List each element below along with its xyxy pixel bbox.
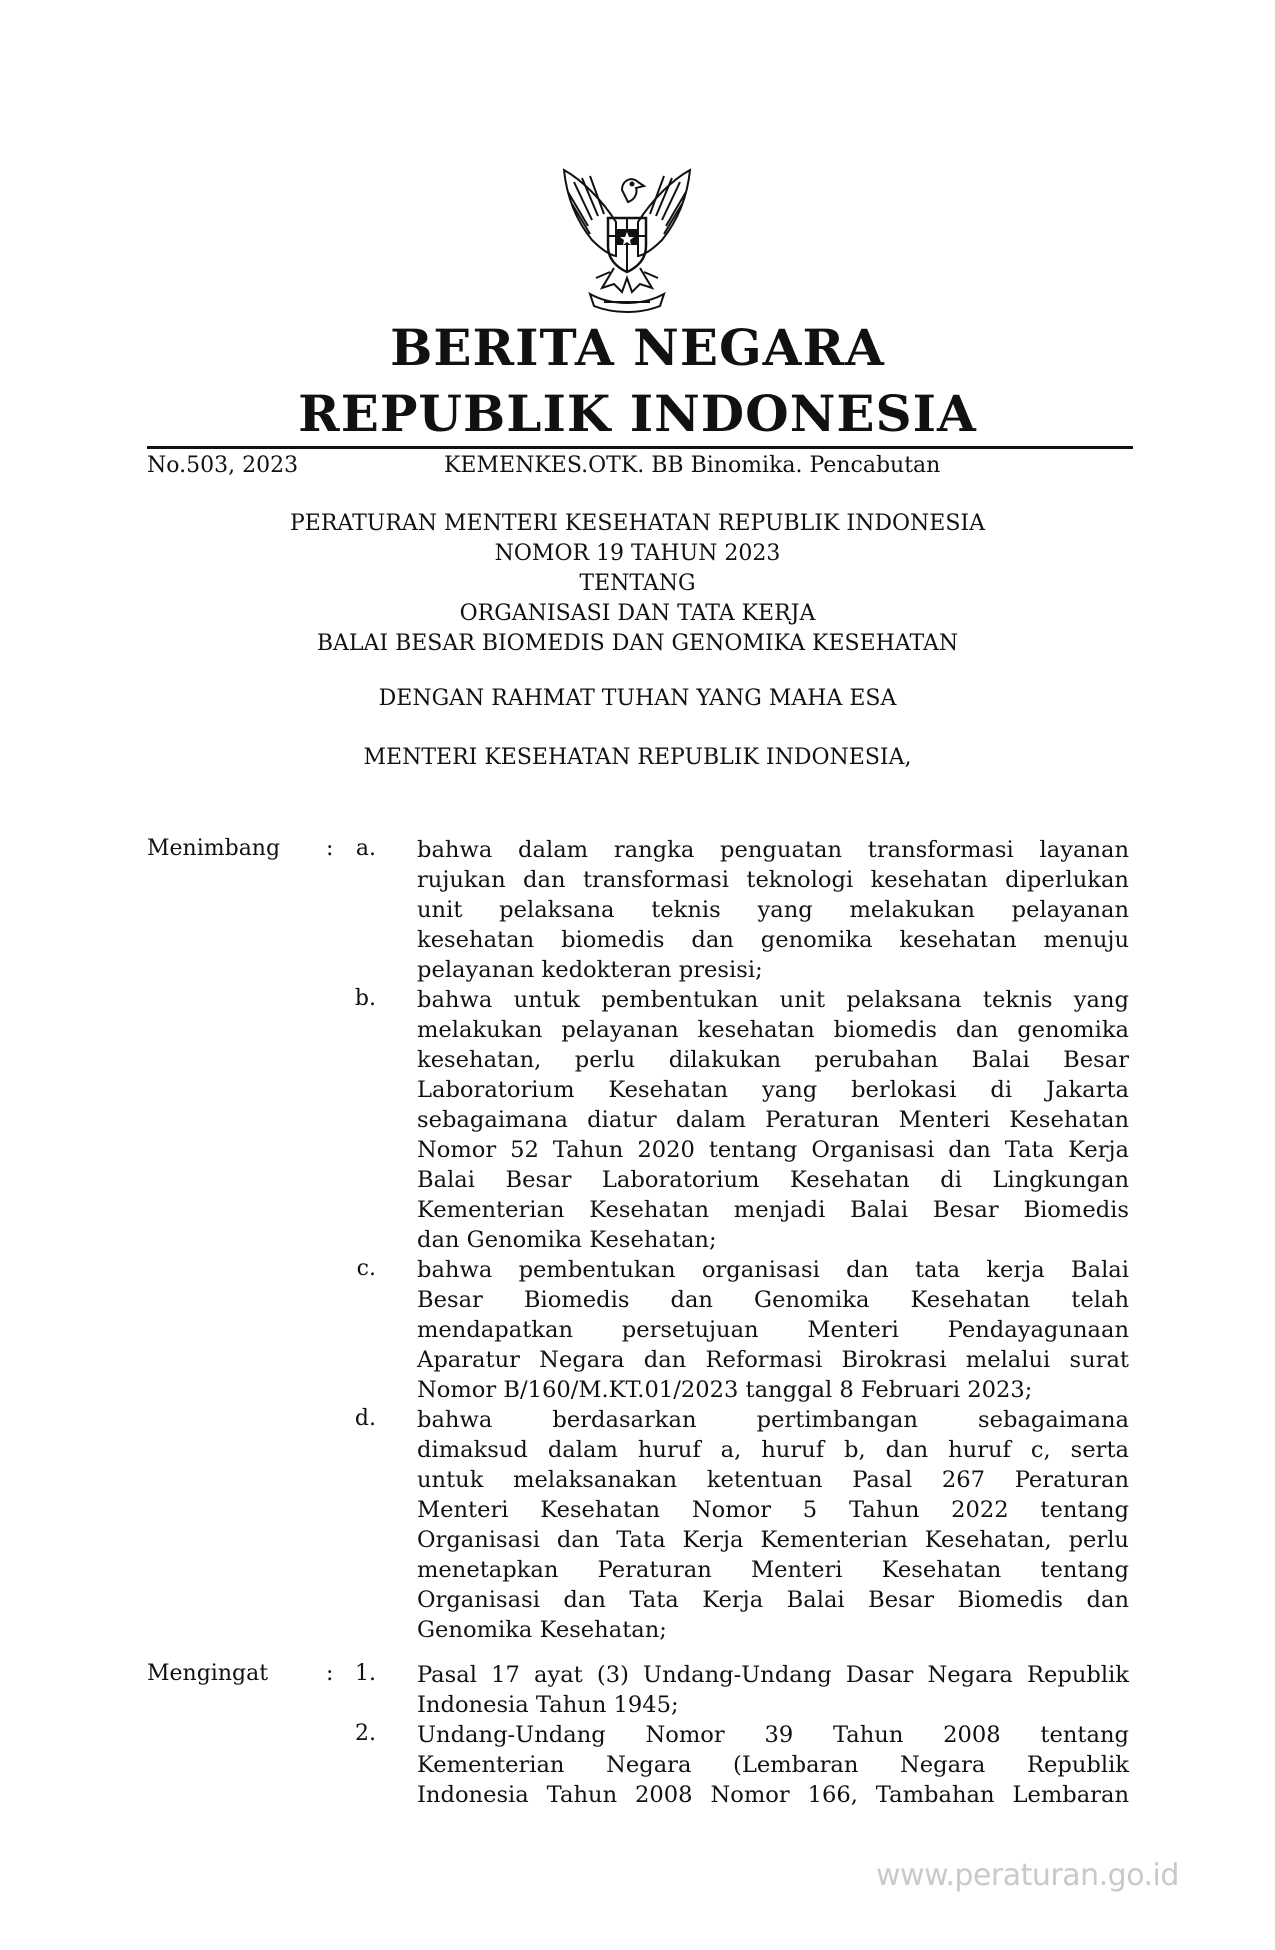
menimbang-item-b	[417, 985, 1129, 1255]
text-line: pelayanan kedokteran presisi;	[417, 957, 763, 983]
regulation-heading-line: NOMOR 19 TAHUN 2023	[494, 541, 781, 566]
menimbang-label: Menimbang	[147, 836, 281, 861]
item-marker: c.	[356, 1256, 376, 1281]
mengingat-item-1	[417, 1660, 1129, 1720]
text-line: Nomor 52 Tahun 2020 tentang Organisasi dan Tata Kerja	[417, 1137, 1129, 1163]
text-line: Undang-Undang Nomor 39 Tahun 2008 tentang	[417, 1722, 1129, 1748]
regulation-heading-line: BALAI BESAR BIOMEDIS DAN GENOMIKA KESEHATAN	[316, 631, 959, 656]
text-line: bahwa untuk pembentukan unit pelaksana teknis yang	[417, 987, 1129, 1013]
text-line: sebagaimana diatur dalam Peraturan Menteri Kesehatan	[417, 1107, 1129, 1133]
text-line: Aparatur Negara dan Reformasi Birokrasi melalui surat	[417, 1347, 1129, 1373]
menimbang-item-a	[417, 835, 1129, 985]
source-watermark: www.peraturan.go.id	[876, 1858, 1179, 1893]
mengingat-item-2	[417, 1720, 1129, 1810]
gazette-number: No.503, 2023	[147, 453, 299, 478]
regulation-heading-line: TENTANG	[579, 571, 696, 596]
text-line: Kementerian Kesehatan menjadi Balai Besar Biomedis	[417, 1197, 1129, 1223]
text-line: Kementerian Negara (Lembaran Negara Republik	[417, 1752, 1129, 1778]
mengingat-label: Mengingat	[147, 1661, 269, 1686]
item-marker: b.	[354, 986, 376, 1011]
text-line: menetapkan Peraturan Menteri Kesehatan tentang	[417, 1557, 1129, 1583]
text-line: melakukan pelayanan kesehatan biomedis dan genomika	[417, 1017, 1129, 1043]
text-line: Indonesia Tahun 1945;	[417, 1692, 679, 1718]
menimbang-colon: :	[326, 836, 334, 861]
text-line: bahwa berdasarkan pertimbangan sebagaimana	[417, 1407, 1129, 1433]
text-line: Organisasi dan Tata Kerja Kementerian Kesehatan, perlu	[417, 1527, 1129, 1553]
gazette-title-line2: REPUBLIK INDONESIA	[298, 384, 977, 443]
text-line: Besar Biomedis dan Genomika Kesehatan telah	[417, 1287, 1129, 1313]
text-line: mendapatkan persetujuan Menteri Pendayagunaan	[417, 1317, 1129, 1343]
text-line: rujukan dan transformasi teknologi kesehatan diperlukan	[417, 867, 1129, 893]
menimbang-item-c	[417, 1255, 1129, 1405]
menimbang-item-d	[417, 1405, 1129, 1645]
header-divider	[147, 446, 1133, 449]
item-marker: 1.	[355, 1661, 376, 1686]
minister-line: MENTERI KESEHATAN REPUBLIK INDONESIA,	[363, 745, 912, 770]
text-line: dimaksud dalam huruf a, huruf b, dan huruf c, serta	[417, 1437, 1129, 1463]
text-line: Balai Besar Laboratorium Kesehatan di Lingkungan	[417, 1167, 1129, 1193]
item-marker: a.	[355, 836, 376, 861]
regulation-heading-line: ORGANISASI DAN TATA KERJA	[459, 601, 816, 626]
text-line: Pasal 17 ayat (3) Undang-Undang Dasar Negara Republik	[417, 1662, 1129, 1688]
text-line: Nomor B/160/M.KT.01/2023 tanggal 8 Februari 2023;	[417, 1377, 1033, 1403]
item-marker: 2.	[355, 1721, 376, 1746]
text-line: Laboratorium Kesehatan yang berlokasi di Jakarta	[417, 1077, 1129, 1103]
mengingat-colon: :	[326, 1661, 334, 1686]
text-line: bahwa pembentukan organisasi dan tata kerja Balai	[417, 1257, 1129, 1283]
text-line: bahwa dalam rangka penguatan transformasi layanan	[417, 837, 1129, 863]
text-line: kesehatan biomedis dan genomika kesehatan menuju	[417, 927, 1129, 953]
text-line: Menteri Kesehatan Nomor 5 Tahun 2022 tentang	[417, 1497, 1129, 1523]
garuda-emblem-icon	[552, 160, 702, 315]
text-line: kesehatan, perlu dilakukan perubahan Balai Besar	[417, 1047, 1129, 1073]
gazette-code: KEMENKES.OTK. BB Binomika. Pencabutan	[444, 453, 941, 478]
item-marker: d.	[354, 1406, 376, 1431]
regulation-heading	[0, 509, 1275, 659]
text-line: dan Genomika Kesehatan;	[417, 1227, 717, 1253]
opening-phrase: DENGAN RAHMAT TUHAN YANG MAHA ESA	[378, 686, 897, 711]
regulation-heading-line: PERATURAN MENTERI KESEHATAN REPUBLIK INDONESIA	[290, 511, 985, 536]
text-line: unit pelaksana teknis yang melakukan pelayanan	[417, 897, 1129, 923]
text-line: untuk melaksanakan ketentuan Pasal 267 Peraturan	[417, 1467, 1129, 1493]
text-line: Organisasi dan Tata Kerja Balai Besar Biomedis dan	[417, 1587, 1129, 1613]
text-line: Genomika Kesehatan;	[417, 1617, 667, 1643]
gazette-title-line1: BERITA NEGARA	[390, 318, 885, 377]
text-line: Indonesia Tahun 2008 Nomor 166, Tambahan Lembaran	[417, 1782, 1129, 1808]
